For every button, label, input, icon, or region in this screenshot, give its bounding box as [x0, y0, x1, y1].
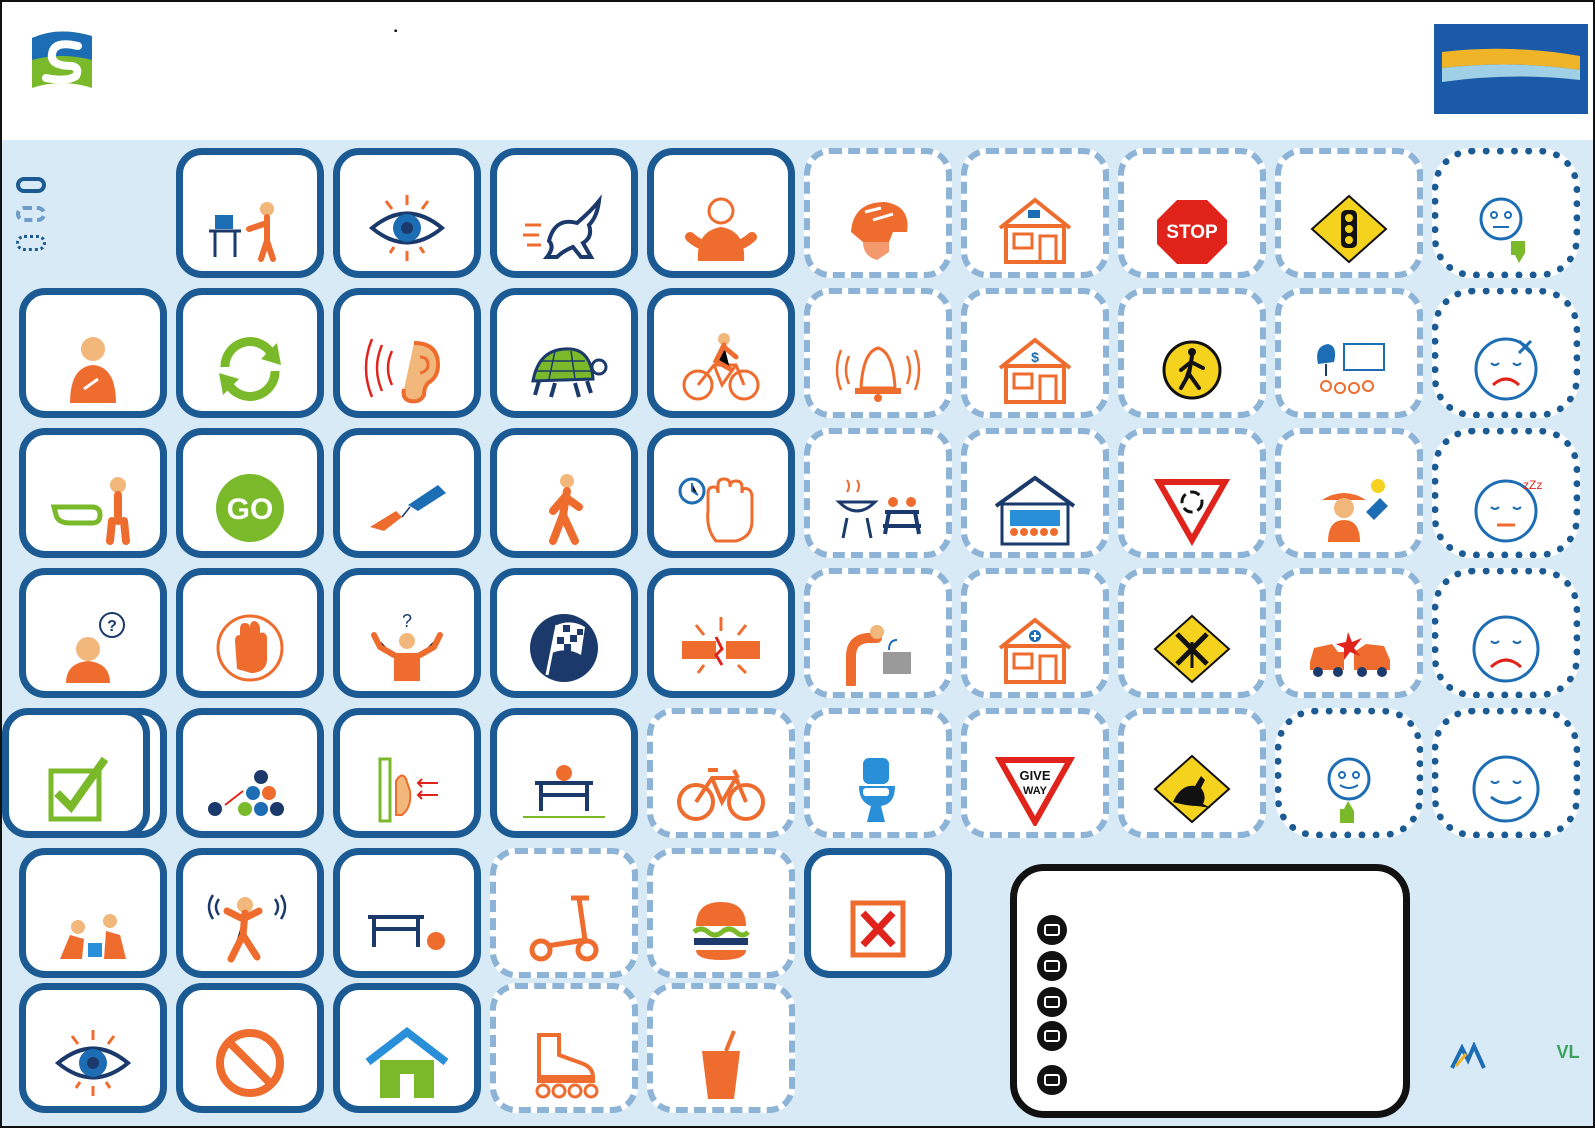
tile-happy-fun[interactable] — [1432, 708, 1580, 838]
tile-cafe-hut[interactable] — [961, 148, 1109, 278]
tile-food[interactable] — [647, 848, 795, 978]
activity-swatch-icon — [16, 206, 46, 222]
tile-hurt[interactable] — [1432, 288, 1580, 418]
svg-text:STOP: STOP — [1166, 222, 1218, 243]
tile-play[interactable] — [19, 848, 167, 978]
legend-activities — [16, 199, 56, 228]
legend — [16, 170, 56, 257]
sunsmart-icon — [1304, 472, 1394, 546]
bike-icon — [676, 752, 766, 826]
tile-broken[interactable] — [647, 568, 795, 698]
helmet-icon — [833, 192, 923, 266]
svg-text:?: ? — [401, 611, 413, 631]
tile-stop-sign[interactable] — [1118, 148, 1266, 278]
tile-home[interactable] — [333, 983, 481, 1113]
tile-walk[interactable] — [490, 428, 638, 558]
abcde-item-d — [1037, 1021, 1383, 1051]
more-dots-icon — [205, 751, 295, 825]
access-ability-logo-icon — [1450, 1042, 1486, 1072]
tile-hospital-hut[interactable] — [961, 568, 1109, 698]
tile-tired-rest[interactable] — [1432, 428, 1580, 558]
self-icon — [48, 331, 138, 405]
ball-off-table-icon — [362, 891, 452, 965]
tile-what[interactable] — [19, 568, 167, 698]
tile-turn[interactable] — [176, 288, 324, 418]
ball-on-table-icon — [519, 751, 609, 825]
tile-toilet[interactable] — [804, 708, 952, 838]
tile-sad[interactable] — [1432, 568, 1580, 698]
crash-icon — [1304, 612, 1394, 686]
tile-on[interactable] — [490, 708, 638, 838]
tile-roundabout[interactable] — [1118, 428, 1266, 558]
tile-off[interactable] — [333, 848, 481, 978]
check-icon — [31, 751, 121, 825]
tile-crash[interactable] — [1275, 568, 1423, 698]
svg-text:GIVE: GIVE — [1019, 768, 1051, 783]
everyday-swatch-icon — [16, 177, 46, 193]
svg-text:GO: GO — [226, 493, 274, 526]
tile-stop[interactable] — [176, 568, 324, 698]
tile-push[interactable] — [333, 708, 481, 838]
traffic-lights-icon — [1304, 192, 1394, 266]
tile-fast[interactable] — [490, 148, 638, 278]
pedestrian-sign-icon — [1147, 332, 1237, 406]
tile-helmet[interactable] — [804, 148, 952, 278]
cross-icon — [833, 891, 923, 965]
theatre-hut-icon — [990, 472, 1080, 546]
bbq-icon — [833, 472, 923, 546]
tile-see-look[interactable] — [19, 983, 167, 1113]
svg-text:zZz: zZz — [1523, 478, 1543, 492]
bike-check-icon — [1037, 987, 1067, 1017]
ear-icon — [362, 331, 452, 405]
tile-scooter[interactable] — [490, 848, 638, 978]
tile-bank-hut[interactable] — [961, 288, 1109, 418]
svg-text:WAY: WAY — [1022, 785, 1048, 797]
tile-more[interactable] — [176, 708, 324, 838]
header — [2, 2, 1593, 140]
classroom-icon — [1304, 332, 1394, 406]
stop-sign-icon — [1147, 192, 1237, 266]
want-icon — [205, 191, 295, 265]
tile-safe-safety[interactable] — [647, 148, 795, 278]
wait-hand-icon — [676, 471, 766, 545]
no-icon — [205, 1026, 295, 1100]
tile-go[interactable] — [176, 428, 324, 558]
scooter-icon — [519, 892, 609, 966]
hospital-hut-icon — [990, 612, 1080, 686]
tile-don-t-can-t[interactable] — [176, 983, 324, 1113]
tile-no[interactable] — [804, 848, 952, 978]
feeling-swatch-icon — [16, 235, 46, 251]
legend-feelings — [16, 228, 56, 257]
svg-text:$: $ — [1031, 349, 1039, 365]
play-icon — [48, 891, 138, 965]
tile-wait[interactable] — [647, 428, 795, 558]
tile-see-look[interactable] — [333, 148, 481, 278]
sponsor-logos — [1450, 1042, 1590, 1076]
tile-railway-crossing[interactable] — [1118, 568, 1266, 698]
cafe-hut-icon — [990, 192, 1080, 266]
legend-everyday — [16, 170, 56, 199]
roundabout-sign-icon — [1147, 472, 1237, 546]
tile-i-don-t-know[interactable] — [333, 568, 481, 698]
helping-hands-icon — [362, 471, 452, 545]
bike-check-icon — [1037, 915, 1067, 945]
melton-emblem-icon — [1442, 46, 1580, 86]
push-icon — [362, 751, 452, 825]
tile-traffic-lights[interactable] — [1275, 148, 1423, 278]
abcde-bike-check-guide — [1010, 864, 1410, 1118]
hurt-face-icon — [1461, 331, 1551, 405]
bike-check-icon — [1037, 1065, 1067, 1095]
tile-bike[interactable] — [647, 708, 795, 838]
fountain-icon — [833, 612, 923, 686]
tile-listen[interactable] — [333, 288, 481, 418]
turn-arrows-icon — [205, 331, 295, 405]
home-icon — [362, 1026, 452, 1100]
tile-i-like-it[interactable] — [1275, 708, 1423, 838]
tired-face-icon — [1461, 471, 1551, 545]
walk-icon — [519, 471, 609, 545]
tile-want[interactable] — [176, 148, 324, 278]
give-way-sign-icon — [990, 752, 1080, 826]
finish-flag-icon — [519, 611, 609, 685]
go-icon — [205, 471, 295, 545]
svg-text:?: ? — [107, 618, 117, 635]
abcde-item-a — [1037, 915, 1383, 945]
city-of-melton-logo — [1434, 24, 1588, 114]
tile-help[interactable] — [333, 428, 481, 558]
tile-bell[interactable] — [804, 288, 952, 418]
sad-face-icon — [1461, 611, 1551, 685]
word-lane-logo — [28, 30, 348, 100]
tile-loud[interactable] — [176, 848, 324, 978]
shrug-icon — [362, 611, 452, 685]
download-qr-code[interactable] — [1480, 890, 1576, 986]
stop-hand-icon — [205, 611, 295, 685]
thumbs-down-face-icon — [1461, 191, 1551, 265]
hug-icon — [676, 191, 766, 265]
bell-icon — [833, 332, 923, 406]
toilet-icon — [833, 752, 923, 826]
tile-yes[interactable] — [2, 708, 150, 838]
turtle-icon — [519, 331, 609, 405]
tile-sunsmart[interactable] — [1275, 428, 1423, 558]
bike-check-icon — [1037, 1021, 1067, 1051]
abcde-item-c — [1037, 987, 1383, 1017]
tile-roller-blades[interactable] — [490, 983, 638, 1113]
tile-animals-crossing[interactable] — [1118, 708, 1266, 838]
eye-icon — [48, 1026, 138, 1100]
tile-you-your[interactable] — [19, 428, 167, 558]
tile-theatre-hut[interactable] — [961, 428, 1109, 558]
abcde-item-b — [1037, 951, 1383, 981]
eye-icon — [362, 191, 452, 265]
happy-face-icon — [1461, 751, 1551, 825]
kangaroo-sign-icon — [1147, 752, 1237, 826]
railway-sign-icon — [1147, 612, 1237, 686]
tile-drink[interactable] — [647, 983, 795, 1113]
tile-i-my[interactable] — [19, 288, 167, 418]
abcde-item-e — [1037, 1065, 1383, 1095]
point-person-icon — [48, 471, 138, 545]
cyclist-icon — [676, 331, 766, 405]
tile-picnic-bbq[interactable] — [804, 428, 952, 558]
instructional-video-qr-code[interactable] — [792, 24, 880, 112]
bike-check-icon — [1037, 951, 1067, 981]
tile-ride[interactable] — [647, 288, 795, 418]
thumbs-up-face-icon — [1304, 751, 1394, 825]
tile-finish[interactable] — [490, 568, 638, 698]
drink-cup-icon — [676, 1027, 766, 1101]
loud-icon — [205, 891, 295, 965]
tile-slow[interactable] — [490, 288, 638, 418]
versalearn-logo-icon: VL — [1556, 1042, 1580, 1062]
tile-drinking-fountain[interactable] — [804, 568, 952, 698]
bank-hut-icon — [990, 332, 1080, 406]
tile-i-don-t-like-it[interactable] — [1432, 148, 1580, 278]
tile-give-way[interactable] — [961, 708, 1109, 838]
roller-blade-icon — [519, 1027, 609, 1101]
question-person-icon — [48, 611, 138, 685]
tile-pedestrian-crossing[interactable] — [1118, 288, 1266, 418]
burger-icon — [676, 892, 766, 966]
broken-icon — [676, 611, 766, 685]
tile-outdoor-classroom[interactable] — [1275, 288, 1423, 418]
rabbit-icon — [519, 191, 609, 265]
